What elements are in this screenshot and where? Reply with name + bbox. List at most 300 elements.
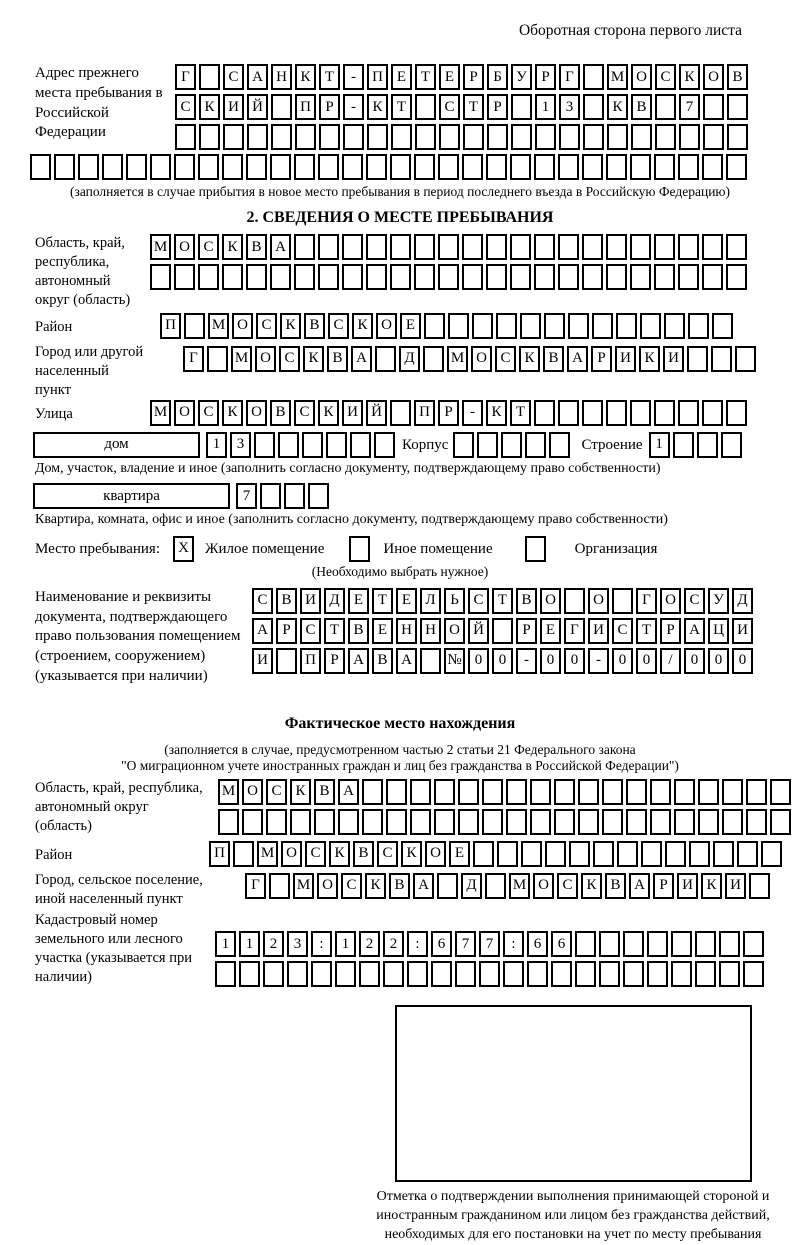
char-cell[interactable] (630, 234, 651, 260)
char-cell[interactable] (462, 234, 483, 260)
char-cell[interactable] (487, 124, 508, 150)
char-cell[interactable]: - (516, 648, 537, 674)
char-cell[interactable]: А (247, 64, 268, 90)
char-cell[interactable] (343, 124, 364, 150)
char-cell[interactable] (654, 400, 675, 426)
char-cell[interactable]: О (533, 873, 554, 899)
char-cell[interactable] (473, 841, 494, 867)
char-cell[interactable] (641, 841, 662, 867)
char-cell[interactable]: В (276, 588, 297, 614)
char-cell[interactable]: В (372, 648, 393, 674)
char-cell[interactable] (606, 234, 627, 260)
char-cell[interactable] (534, 264, 555, 290)
char-cell[interactable] (549, 432, 570, 458)
char-cell[interactable]: В (516, 588, 537, 614)
char-cell[interactable] (582, 154, 603, 180)
char-cell[interactable] (743, 931, 764, 957)
char-cell[interactable]: С (377, 841, 398, 867)
char-cell[interactable] (294, 234, 315, 260)
char-cell[interactable] (342, 154, 363, 180)
char-cell[interactable] (102, 154, 123, 180)
char-cell[interactable]: Р (591, 346, 612, 372)
char-cell[interactable]: В (348, 618, 369, 644)
char-cell[interactable] (530, 779, 551, 805)
char-cell[interactable] (314, 809, 335, 835)
char-cell[interactable]: Д (324, 588, 345, 614)
char-cell[interactable] (434, 779, 455, 805)
char-cell[interactable] (78, 154, 99, 180)
char-cell[interactable]: И (342, 400, 363, 426)
checkbox-residential[interactable]: X (173, 536, 194, 562)
char-cell[interactable]: К (295, 64, 316, 90)
char-cell[interactable]: С (300, 618, 321, 644)
char-cell[interactable] (655, 124, 676, 150)
char-cell[interactable] (582, 264, 603, 290)
char-cell[interactable]: В (246, 234, 267, 260)
char-cell[interactable] (239, 961, 260, 987)
char-cell[interactable]: В (327, 346, 348, 372)
char-cell[interactable]: Е (439, 64, 460, 90)
char-cell[interactable] (375, 346, 396, 372)
char-cell[interactable] (302, 432, 323, 458)
char-cell[interactable] (366, 234, 387, 260)
char-cell[interactable] (626, 779, 647, 805)
char-cell[interactable]: А (338, 779, 359, 805)
char-cell[interactable] (612, 588, 633, 614)
char-cell[interactable] (582, 234, 603, 260)
char-cell[interactable]: К (352, 313, 373, 339)
char-cell[interactable]: М (150, 400, 171, 426)
char-cell[interactable] (578, 779, 599, 805)
char-cell[interactable] (650, 809, 671, 835)
char-cell[interactable]: С (495, 346, 516, 372)
char-cell[interactable] (247, 124, 268, 150)
char-cell[interactable]: 1 (335, 931, 356, 957)
char-cell[interactable] (654, 154, 675, 180)
char-cell[interactable]: Е (372, 618, 393, 644)
char-cell[interactable] (606, 154, 627, 180)
char-cell[interactable] (407, 961, 428, 987)
char-cell[interactable] (458, 779, 479, 805)
char-cell[interactable] (386, 809, 407, 835)
char-cell[interactable]: С (279, 346, 300, 372)
char-cell[interactable] (223, 124, 244, 150)
char-cell[interactable] (150, 264, 171, 290)
char-cell[interactable] (174, 264, 195, 290)
char-cell[interactable]: А (413, 873, 434, 899)
char-cell[interactable] (558, 400, 579, 426)
char-cell[interactable]: 1 (649, 432, 670, 458)
char-cell[interactable] (640, 313, 661, 339)
char-cell[interactable]: И (663, 346, 684, 372)
char-cell[interactable] (482, 779, 503, 805)
char-cell[interactable] (386, 779, 407, 805)
char-cell[interactable] (431, 961, 452, 987)
char-cell[interactable]: О (242, 779, 263, 805)
char-cell[interactable] (702, 234, 723, 260)
char-cell[interactable] (270, 154, 291, 180)
char-cell[interactable]: М (208, 313, 229, 339)
char-cell[interactable]: Г (559, 64, 580, 90)
char-cell[interactable] (558, 234, 579, 260)
char-cell[interactable]: М (607, 64, 628, 90)
char-cell[interactable]: 0 (612, 648, 633, 674)
char-cell[interactable]: 1 (535, 94, 556, 120)
char-cell[interactable]: К (639, 346, 660, 372)
char-cell[interactable] (678, 234, 699, 260)
char-cell[interactable] (626, 809, 647, 835)
char-cell[interactable]: О (588, 588, 609, 614)
char-cell[interactable] (150, 154, 171, 180)
char-cell[interactable]: К (222, 234, 243, 260)
char-cell[interactable]: К (303, 346, 324, 372)
char-cell[interactable] (260, 483, 281, 509)
char-cell[interactable] (559, 124, 580, 150)
char-cell[interactable] (424, 313, 445, 339)
char-cell[interactable] (383, 961, 404, 987)
char-cell[interactable] (655, 94, 676, 120)
char-cell[interactable]: : (311, 931, 332, 957)
char-cell[interactable] (698, 779, 719, 805)
char-cell[interactable] (510, 264, 531, 290)
char-cell[interactable] (521, 841, 542, 867)
char-cell[interactable] (698, 809, 719, 835)
char-cell[interactable]: О (444, 618, 465, 644)
char-cell[interactable]: 6 (431, 931, 452, 957)
char-cell[interactable] (674, 809, 695, 835)
char-cell[interactable] (712, 313, 733, 339)
char-cell[interactable]: К (199, 94, 220, 120)
char-cell[interactable] (506, 809, 527, 835)
char-cell[interactable] (631, 124, 652, 150)
char-cell[interactable]: М (150, 234, 171, 260)
char-cell[interactable] (126, 154, 147, 180)
char-cell[interactable]: О (232, 313, 253, 339)
char-cell[interactable] (735, 346, 756, 372)
char-cell[interactable]: 2 (359, 931, 380, 957)
char-cell[interactable]: Е (400, 313, 421, 339)
char-cell[interactable]: Н (420, 618, 441, 644)
char-cell[interactable] (391, 124, 412, 150)
char-cell[interactable] (415, 94, 436, 120)
char-cell[interactable] (647, 931, 668, 957)
char-cell[interactable]: Г (175, 64, 196, 90)
char-cell[interactable]: Е (396, 588, 417, 614)
char-cell[interactable]: Р (319, 94, 340, 120)
char-cell[interactable] (439, 124, 460, 150)
char-cell[interactable]: С (175, 94, 196, 120)
char-cell[interactable]: / (660, 648, 681, 674)
char-cell[interactable]: 7 (455, 931, 476, 957)
char-cell[interactable] (554, 779, 575, 805)
char-cell[interactable]: В (304, 313, 325, 339)
char-cell[interactable]: О (540, 588, 561, 614)
char-cell[interactable] (472, 313, 493, 339)
char-cell[interactable] (266, 809, 287, 835)
char-cell[interactable] (534, 154, 555, 180)
char-cell[interactable]: Р (653, 873, 674, 899)
char-cell[interactable]: О (281, 841, 302, 867)
char-cell[interactable]: О (174, 234, 195, 260)
char-cell[interactable] (602, 779, 623, 805)
char-cell[interactable]: Г (636, 588, 657, 614)
char-cell[interactable]: Т (463, 94, 484, 120)
char-cell[interactable]: С (328, 313, 349, 339)
char-cell[interactable]: К (329, 841, 350, 867)
char-cell[interactable] (362, 809, 383, 835)
char-cell[interactable] (410, 779, 431, 805)
char-cell[interactable] (438, 264, 459, 290)
char-cell[interactable] (319, 124, 340, 150)
char-cell[interactable] (722, 809, 743, 835)
char-cell[interactable] (318, 234, 339, 260)
char-cell[interactable]: И (725, 873, 746, 899)
char-cell[interactable] (671, 961, 692, 987)
char-cell[interactable] (770, 779, 791, 805)
char-cell[interactable]: А (252, 618, 273, 644)
char-cell[interactable]: П (300, 648, 321, 674)
char-cell[interactable] (592, 313, 613, 339)
char-cell[interactable] (414, 154, 435, 180)
char-cell[interactable] (702, 264, 723, 290)
char-cell[interactable]: 1 (215, 931, 236, 957)
char-cell[interactable] (366, 154, 387, 180)
char-cell[interactable]: С (684, 588, 705, 614)
char-cell[interactable] (551, 961, 572, 987)
char-cell[interactable]: С (223, 64, 244, 90)
char-cell[interactable] (207, 346, 228, 372)
char-cell[interactable]: К (486, 400, 507, 426)
char-cell[interactable]: А (396, 648, 417, 674)
char-cell[interactable]: Й (247, 94, 268, 120)
char-cell[interactable] (367, 124, 388, 150)
char-cell[interactable] (390, 234, 411, 260)
char-cell[interactable]: А (629, 873, 650, 899)
char-cell[interactable] (415, 124, 436, 150)
char-cell[interactable] (593, 841, 614, 867)
char-cell[interactable]: А (348, 648, 369, 674)
char-cell[interactable] (673, 432, 694, 458)
char-cell[interactable] (448, 313, 469, 339)
char-cell[interactable] (602, 809, 623, 835)
char-cell[interactable] (688, 313, 709, 339)
char-cell[interactable]: Т (492, 588, 513, 614)
char-cell[interactable]: К (519, 346, 540, 372)
char-cell[interactable]: С (341, 873, 362, 899)
char-cell[interactable]: С (198, 234, 219, 260)
char-cell[interactable] (695, 961, 716, 987)
char-cell[interactable] (510, 234, 531, 260)
char-cell[interactable] (520, 313, 541, 339)
char-cell[interactable]: 0 (636, 648, 657, 674)
char-cell[interactable] (654, 264, 675, 290)
char-cell[interactable] (477, 432, 498, 458)
char-cell[interactable] (374, 432, 395, 458)
char-cell[interactable] (647, 961, 668, 987)
char-cell[interactable] (294, 264, 315, 290)
char-cell[interactable] (726, 234, 747, 260)
char-cell[interactable] (410, 809, 431, 835)
char-cell[interactable] (222, 154, 243, 180)
char-cell[interactable] (496, 313, 517, 339)
char-cell[interactable]: - (588, 648, 609, 674)
char-cell[interactable] (702, 154, 723, 180)
char-cell[interactable]: И (677, 873, 698, 899)
char-cell[interactable]: Л (420, 588, 441, 614)
char-cell[interactable] (564, 588, 585, 614)
char-cell[interactable] (287, 961, 308, 987)
char-cell[interactable] (390, 400, 411, 426)
char-cell[interactable] (486, 264, 507, 290)
char-cell[interactable]: В (270, 400, 291, 426)
char-cell[interactable] (535, 124, 556, 150)
char-cell[interactable] (54, 154, 75, 180)
char-cell[interactable]: 0 (732, 648, 753, 674)
char-cell[interactable]: С (612, 618, 633, 644)
char-cell[interactable]: Е (449, 841, 470, 867)
char-cell[interactable] (534, 234, 555, 260)
char-cell[interactable]: Р (516, 618, 537, 644)
char-cell[interactable]: Ц (708, 618, 729, 644)
char-cell[interactable] (606, 400, 627, 426)
char-cell[interactable] (295, 124, 316, 150)
char-cell[interactable]: - (343, 64, 364, 90)
char-cell[interactable] (674, 779, 695, 805)
char-cell[interactable] (761, 841, 782, 867)
char-cell[interactable] (689, 841, 710, 867)
char-cell[interactable]: С (294, 400, 315, 426)
char-cell[interactable]: О (317, 873, 338, 899)
char-cell[interactable]: А (567, 346, 588, 372)
char-cell[interactable]: 7 (236, 483, 257, 509)
char-cell[interactable] (746, 779, 767, 805)
char-cell[interactable] (650, 779, 671, 805)
checkbox-organization[interactable] (525, 536, 546, 562)
char-cell[interactable]: В (631, 94, 652, 120)
char-cell[interactable] (623, 931, 644, 957)
checkbox-other-premises[interactable] (349, 536, 370, 562)
char-cell[interactable] (294, 154, 315, 180)
char-cell[interactable]: Й (468, 618, 489, 644)
char-cell[interactable]: Т (415, 64, 436, 90)
char-cell[interactable] (583, 94, 604, 120)
char-cell[interactable]: 0 (708, 648, 729, 674)
char-cell[interactable] (679, 124, 700, 150)
char-cell[interactable] (719, 931, 740, 957)
char-cell[interactable] (184, 313, 205, 339)
char-cell[interactable]: И (223, 94, 244, 120)
char-cell[interactable]: - (462, 400, 483, 426)
char-cell[interactable] (678, 154, 699, 180)
char-cell[interactable] (510, 154, 531, 180)
char-cell[interactable] (770, 809, 791, 835)
char-cell[interactable]: К (367, 94, 388, 120)
char-cell[interactable] (599, 931, 620, 957)
char-cell[interactable] (276, 648, 297, 674)
char-cell[interactable] (545, 841, 566, 867)
char-cell[interactable] (485, 873, 506, 899)
char-cell[interactable] (246, 264, 267, 290)
char-cell[interactable] (743, 961, 764, 987)
char-cell[interactable] (726, 264, 747, 290)
char-cell[interactable]: С (305, 841, 326, 867)
char-cell[interactable] (506, 779, 527, 805)
char-cell[interactable]: С (557, 873, 578, 899)
char-cell[interactable]: Е (391, 64, 412, 90)
char-cell[interactable] (558, 264, 579, 290)
char-cell[interactable] (463, 124, 484, 150)
char-cell[interactable]: Т (324, 618, 345, 644)
char-cell[interactable] (270, 264, 291, 290)
char-cell[interactable] (350, 432, 371, 458)
char-cell[interactable]: К (222, 400, 243, 426)
char-cell[interactable] (511, 94, 532, 120)
char-cell[interactable] (616, 313, 637, 339)
char-cell[interactable] (254, 432, 275, 458)
char-cell[interactable]: И (732, 618, 753, 644)
char-cell[interactable] (726, 154, 747, 180)
char-cell[interactable]: О (660, 588, 681, 614)
char-cell[interactable] (630, 154, 651, 180)
char-cell[interactable]: К (607, 94, 628, 120)
char-cell[interactable] (607, 124, 628, 150)
char-cell[interactable] (246, 154, 267, 180)
char-cell[interactable]: К (280, 313, 301, 339)
char-cell[interactable]: : (503, 931, 524, 957)
char-cell[interactable]: 0 (468, 648, 489, 674)
char-cell[interactable] (271, 124, 292, 150)
char-cell[interactable] (726, 400, 747, 426)
char-cell[interactable] (583, 124, 604, 150)
char-cell[interactable]: 7 (679, 94, 700, 120)
char-cell[interactable]: Ь (444, 588, 465, 614)
char-cell[interactable]: 0 (684, 648, 705, 674)
char-cell[interactable] (455, 961, 476, 987)
char-cell[interactable] (233, 841, 254, 867)
char-cell[interactable]: У (511, 64, 532, 90)
char-cell[interactable]: М (447, 346, 468, 372)
char-cell[interactable] (575, 961, 596, 987)
char-cell[interactable] (342, 234, 363, 260)
char-cell[interactable] (414, 234, 435, 260)
char-cell[interactable]: И (252, 648, 273, 674)
char-cell[interactable] (318, 264, 339, 290)
char-cell[interactable] (678, 264, 699, 290)
char-cell[interactable]: В (543, 346, 564, 372)
char-cell[interactable] (749, 873, 770, 899)
char-cell[interactable]: С (256, 313, 277, 339)
char-cell[interactable]: Р (324, 648, 345, 674)
char-cell[interactable] (362, 779, 383, 805)
char-cell[interactable] (654, 234, 675, 260)
char-cell[interactable]: Т (636, 618, 657, 644)
char-cell[interactable] (423, 346, 444, 372)
char-cell[interactable] (311, 961, 332, 987)
char-cell[interactable] (746, 809, 767, 835)
char-cell[interactable] (575, 931, 596, 957)
char-cell[interactable]: А (351, 346, 372, 372)
char-cell[interactable] (527, 961, 548, 987)
char-cell[interactable]: О (471, 346, 492, 372)
char-cell[interactable] (671, 931, 692, 957)
char-cell[interactable]: Т (372, 588, 393, 614)
char-cell[interactable]: В (727, 64, 748, 90)
char-cell[interactable] (695, 931, 716, 957)
char-cell[interactable]: Д (461, 873, 482, 899)
char-cell[interactable] (665, 841, 686, 867)
char-cell[interactable]: С (439, 94, 460, 120)
char-cell[interactable] (263, 961, 284, 987)
